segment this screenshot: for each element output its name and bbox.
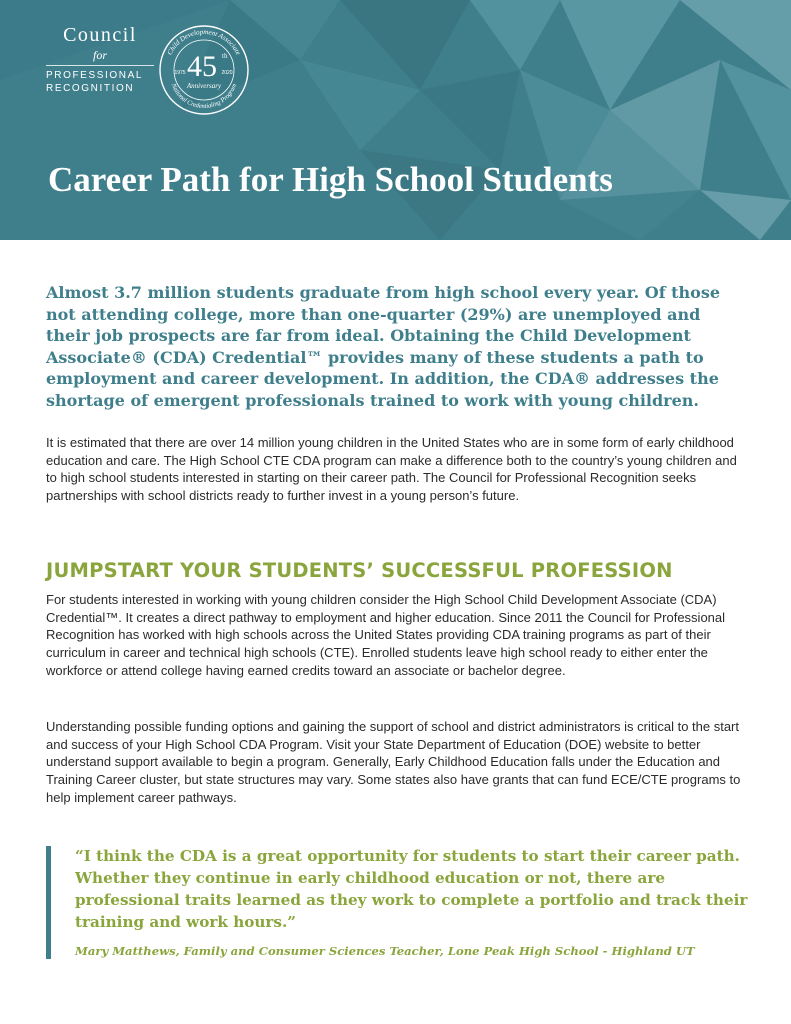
seal-arc-bottom: National Credentialing Program xyxy=(169,82,239,111)
section-paragraph-1: For students interested in working with young children consider the High School Child Development Associate (CDA) Credential™. It creates a direct pathway to employment and higher education. Since 2011 the Council for Professional Recognition has worked with high schools across the United States providing CDA training programs as part of their curriculum in career and technical high schools (CTE). Enrolled students leave high school ready to either enter the workforce or attend college having earned credits toward an associate or bachelor degree. xyxy=(46,592,726,678)
section-paragraph-2: Understanding possible funding options and gaining the support of school and district administrators is critical to the start and success of your High School CDA Program. Visit your State Department of Education (DOE) website to better understand support available to begin a program. Generally, Early Childhood Education falls under the Education and Training Career cluster, but state structures may vary. Some states also have grants that can fund ECE/CTE programs to help implement career pathways. xyxy=(46,719,741,805)
seal-start-year: 1975 xyxy=(174,70,186,76)
page-title: Career Path for High School Students xyxy=(48,160,613,199)
quote-accent-bar xyxy=(46,846,51,959)
seal-suffix: th xyxy=(222,52,228,60)
pull-quote: “I think the CDA is a great opportunity for students to start their career path. Whether they continue in early childhood education or not, there are professional traits learned as they work to complete a portfolio and track their training and work hours.” xyxy=(75,847,748,931)
logo-for-word: for xyxy=(92,48,107,62)
intro-paragraph: Almost 3.7 million students graduate from high school every year. Of those not attending college, more than one-quarter (29%) are unemployed and their job prospects are far from ideal. Obtaining the Child Development Associate® (CDA) Credential™ provides many of these students a path to employment and career development. In addition, the CDA® addresses the shortage of emergent professionals trained to work with young children. xyxy=(46,283,721,410)
logo-council-word: Council xyxy=(63,24,137,46)
seal-anniversary: Anniversary xyxy=(186,82,222,90)
logo-professional: PROFESSIONAL xyxy=(46,70,143,81)
seal-number: 45 xyxy=(187,50,217,83)
header-banner xyxy=(0,0,791,240)
section-heading: JUMPSTART YOUR STUDENTS’ SUCCESSFUL PROFESSION xyxy=(46,559,673,582)
quote-attribution: Mary Matthews, Family and Consumer Sciences Teacher, Lone Peak High School - Highland UT xyxy=(75,944,695,958)
anniversary-seal xyxy=(156,22,252,118)
logo-recognition: RECOGNITION xyxy=(46,83,135,94)
seal-arc-top: Child Development Associate xyxy=(165,27,243,57)
council-logo xyxy=(46,24,154,95)
seal-end-year: 2020 xyxy=(221,70,233,76)
body-paragraph-1: It is estimated that there are over 14 million young children in the United States who are in some form of early childhood education and care. The High School CTE CDA program can make a difference both to the country’s young children and to high school students interested in starting on their career path. The Council for Professional Recognition seeks partnerships with school districts ready to further invest in a young person’s future. xyxy=(46,435,737,504)
